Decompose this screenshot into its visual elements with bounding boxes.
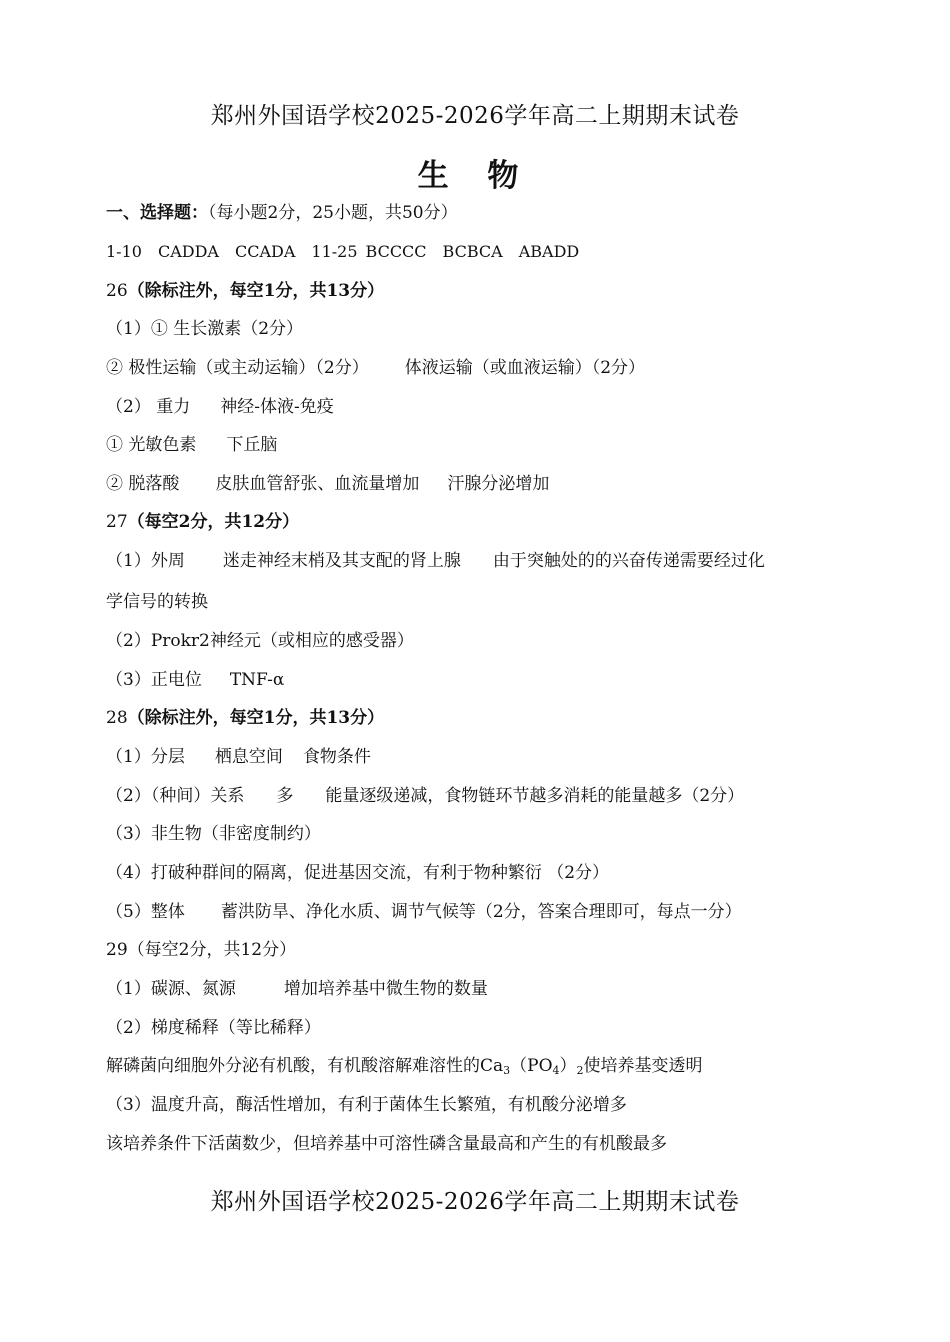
q27-line3 (106, 669, 284, 691)
answer-group: BCBCA (442, 242, 503, 261)
answer-group: ABADD (518, 242, 580, 261)
q29-answer: （1）碳源、氮源 (106, 979, 236, 999)
q29-line4: （3）温度升高，酶活性增加，有利于菌体生长繁殖，有机酸分泌增多 (106, 1095, 627, 1115)
q26-answer: ② 极性运输（或主动运输）（2分） (106, 358, 369, 378)
subject-title: 生 物 (417, 158, 533, 194)
answer-range: 11-25 (311, 242, 358, 261)
answer-range: 1-10 (106, 242, 142, 261)
q26-answer: 汗腺分泌增加 (447, 474, 550, 494)
q27-note: （每空2分，共12分） (127, 512, 300, 532)
q29-answer: 解磷菌向细胞外分泌有机酸，有机酸溶解难溶性的Ca (106, 1056, 504, 1076)
q28-line5 (106, 901, 742, 923)
q27-answer: （1）外周 (106, 551, 185, 571)
q29-line3 (106, 1055, 703, 1082)
subscript: 4 (552, 1064, 560, 1077)
q28-line4: （4）打破种群间的隔离，促进基因交流，有利于物种繁衍 （2分） (106, 863, 610, 883)
q27-number: 27 (106, 512, 128, 532)
q28-line2 (106, 785, 744, 807)
answer-group: CCADA (234, 242, 296, 261)
section1-note: （每小题2分，25小题，共50分） (208, 203, 458, 223)
q29-line1 (106, 978, 488, 1000)
q26-line2 (106, 357, 645, 379)
q28-number: 28 (106, 708, 128, 728)
q26-heading (106, 280, 384, 302)
subscript: 3 (503, 1064, 511, 1077)
q28-answer: 能量逐级递减，食物链环节越多消耗的能量越多（2分） (325, 786, 745, 806)
q27-answer: 由于突触处的的兴奋传递需要经过化 (492, 551, 765, 571)
q28-answer: 栖息空间 (214, 747, 283, 767)
q28-answer: 多 (276, 786, 294, 806)
q27-answer: 迷走神经末梢及其支配的肾上腺 (222, 551, 461, 571)
section1-heading: 一、选择题： (106, 203, 208, 223)
q28-answer: （2）（种间）关系 (106, 786, 245, 806)
q28-answer: 食物条件 (302, 747, 371, 767)
page-header: 郑州外国语学校2025-2026学年高二上期期末试卷 (210, 103, 740, 129)
q26-line4 (106, 434, 277, 456)
q28-answer: 蓄洪防旱、净化水质、调节气候等（2分，答案合理即可，每点一分） (220, 902, 742, 922)
q28-line3: （3）非生物（非密度制约） (106, 824, 321, 844)
section1-answers (106, 241, 579, 263)
q29-line2: （2）梯度稀释（等比稀释） (106, 1018, 321, 1038)
q27-heading (106, 511, 299, 533)
q26-number: 26 (106, 281, 128, 301)
q27-answer: （3）正电位 (106, 670, 202, 690)
q27-line1-cont: 学信号的转换 (106, 592, 208, 612)
q26-answer: 神经-体液-免疫 (220, 397, 334, 417)
q27-line2: （2）Prokr2神经元（或相应的感受器） (106, 631, 414, 651)
q26-answer: （2） 重力 (106, 397, 191, 417)
subscript: 2 (576, 1064, 584, 1077)
q26-answer: 体液运输（或血液运输）（2分） (404, 358, 646, 378)
q28-answer: （1）分层 (106, 747, 185, 767)
q26-answer: 皮肤血管舒张、血流量增加 (215, 474, 420, 494)
q28-line1 (106, 746, 371, 768)
q29-answer: 增加培养基中微生物的数量 (283, 979, 488, 999)
q26-answer: ① 光敏色素 (106, 435, 197, 455)
q29-answer: （PO (510, 1056, 553, 1076)
q29-heading: 29（每空2分，共12分） (106, 940, 297, 960)
section1-heading-line (106, 202, 458, 224)
q29-answer: ） (559, 1056, 577, 1076)
q29-answer: 使培养基变透明 (583, 1056, 703, 1076)
q28-heading (106, 707, 384, 729)
q28-answer: （5）整体 (106, 902, 185, 922)
q27-line1 (106, 550, 765, 572)
answer-group: BCCCC (365, 242, 427, 261)
q26-note: （除标注外，每空1分，共13分） (127, 281, 385, 301)
q26-line3 (106, 396, 334, 418)
page-footer-header: 郑州外国语学校2025-2026学年高二上期期末试卷 (210, 1189, 740, 1215)
answer-group: CADDA (157, 242, 219, 261)
q26-answer: 下丘脑 (226, 435, 278, 455)
q28-note: （除标注外，每空1分，共13分） (127, 708, 385, 728)
q29-line5: 该培养条件下活菌数少，但培养基中可溶性磷含量最高和产生的有机酸最多 (106, 1134, 667, 1154)
q26-line5 (106, 473, 549, 495)
q27-answer: TNF-α (229, 670, 285, 690)
q26-line1: （1）① 生长激素（2分） (106, 319, 304, 339)
q26-answer: ② 脱落酸 (106, 474, 180, 494)
